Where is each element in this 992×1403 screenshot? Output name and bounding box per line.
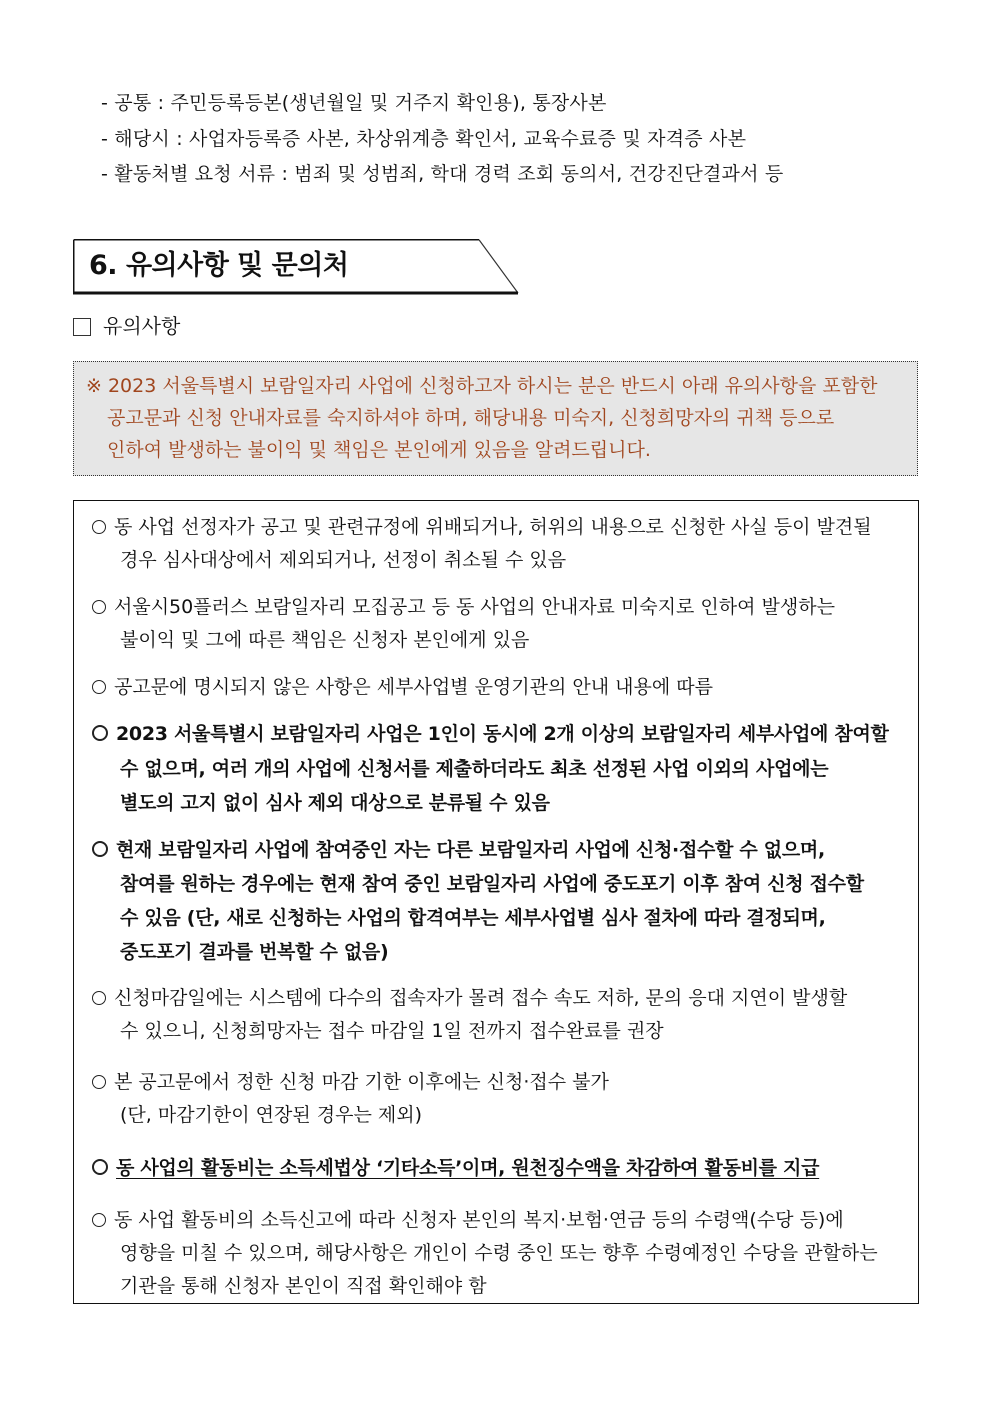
circle-bullet-icon — [92, 520, 106, 534]
required-doc-by-workplace: - 활동처별 요청 서류 : 범죄 및 성범죄, 학대 경력 조회 동의서, 건강진단결과서 등 — [101, 163, 784, 185]
item-text: 수 없으며, 여러 개의 사업에 신청서를 제출하더라도 최초 선정된 사업 이외의 사업에는 — [120, 758, 829, 780]
precautions-box — [73, 500, 919, 1304]
notice-box — [73, 361, 918, 476]
item-text: 본 공고문에서 정한 신청 마감 기한 이후에는 신청·접수 불가 — [114, 1071, 609, 1093]
circle-bullet-icon — [92, 991, 106, 1005]
circle-bullet-icon — [92, 1159, 108, 1175]
required-doc-common: - 공통 : 주민등록등본(생년월일 및 거주지 확인용), 통장사본 — [101, 92, 607, 114]
notice-line: 인하여 발생하는 불이익 및 책임은 본인에게 있음을 알려드립니다. — [107, 439, 651, 461]
subheading-label: 유의사항 — [103, 314, 181, 338]
square-bullet-icon — [73, 318, 91, 336]
item-text: 신청마감일에는 시스템에 다수의 접속자가 몰려 접수 속도 저하, 문의 응대 지연이 발생할 — [114, 987, 848, 1009]
required-doc-conditional: - 해당시 : 사업자등록증 사본, 차상위계층 확인서, 교육수료증 및 자격증 사본 — [101, 128, 747, 150]
item-text: 현재 보람일자리 사업에 참여중인 자는 다른 보람일자리 사업에 신청·접수할 수 없으며, — [116, 839, 825, 861]
item-text: 서울시50플러스 보람일자리 모집공고 등 동 사업의 안내자료 미숙지로 인하여 발생하는 — [114, 596, 835, 618]
item-text: 영향을 미칠 수 있으며, 해당사항은 개인이 수령 중인 또는 향후 수령예정인 수당을 관할하는 — [120, 1242, 878, 1264]
section-title: 6. 유의사항 및 문의처 — [89, 250, 349, 281]
notice-line: ※ 2023 서울특별시 보람일자리 사업에 신청하고자 하시는 분은 반드시 아래 유의사항을 포함한 — [86, 375, 878, 397]
item-text: 경우 심사대상에서 제외되거나, 선정이 취소될 수 있음 — [120, 549, 567, 571]
circle-bullet-icon — [92, 1075, 106, 1089]
item-text: 기관을 통해 신청자 본인이 직접 확인해야 함 — [120, 1275, 487, 1297]
item-text: 수 있음 (단, 새로 신청하는 사업의 합격여부는 세부사업별 심사 절차에 따라 결정되며, — [120, 907, 826, 929]
circle-bullet-icon — [92, 1213, 106, 1227]
circle-bullet-icon — [92, 600, 106, 614]
item-text: 공고문에 명시되지 않은 사항은 세부사업별 운영기관의 안내 내용에 따름 — [114, 676, 713, 698]
item-text: 중도포기 결과를 번복할 수 없음) — [120, 941, 389, 963]
circle-bullet-icon — [92, 680, 106, 694]
item-text: 동 사업 선정자가 공고 및 관련규정에 위배되거나, 허위의 내용으로 신청한 사실 등이 발견될 — [114, 516, 872, 538]
circle-bullet-icon — [92, 725, 108, 741]
item-text: 별도의 고지 없이 심사 제외 대상으로 분류될 수 있음 — [120, 792, 550, 814]
item-text: 참여를 원하는 경우에는 현재 참여 중인 보람일자리 사업에 중도포기 이후 참여 신청 접수할 — [120, 873, 864, 895]
item-text: 동 사업 활동비의 소득신고에 따라 신청자 본인의 복지·보험·연금 등의 수령액(수당 등)에 — [114, 1209, 844, 1231]
section-header — [73, 239, 519, 295]
item-text: 불이익 및 그에 따른 책임은 신청자 본인에게 있음 — [120, 629, 530, 651]
item-text-underlined: 동 사업의 활동비는 소득세법상 ‘기타소득’이며, 원천징수액을 차감하여 활동비를 지급 — [116, 1157, 820, 1179]
circle-bullet-icon — [92, 841, 108, 857]
item-text: (단, 마감기한이 연장된 경우는 제외) — [120, 1104, 422, 1126]
subheading-precautions — [73, 313, 180, 339]
item-text: 수 있으니, 신청희망자는 접수 마감일 1일 전까지 접수완료를 권장 — [120, 1020, 664, 1042]
item-text: 2023 서울특별시 보람일자리 사업은 1인이 동시에 2개 이상의 보람일자리 세부사업에 참여할 — [116, 723, 889, 745]
notice-line: 공고문과 신청 안내자료를 숙지하셔야 하며, 해당내용 미숙지, 신청희망자의 귀책 등으로 — [107, 407, 835, 429]
